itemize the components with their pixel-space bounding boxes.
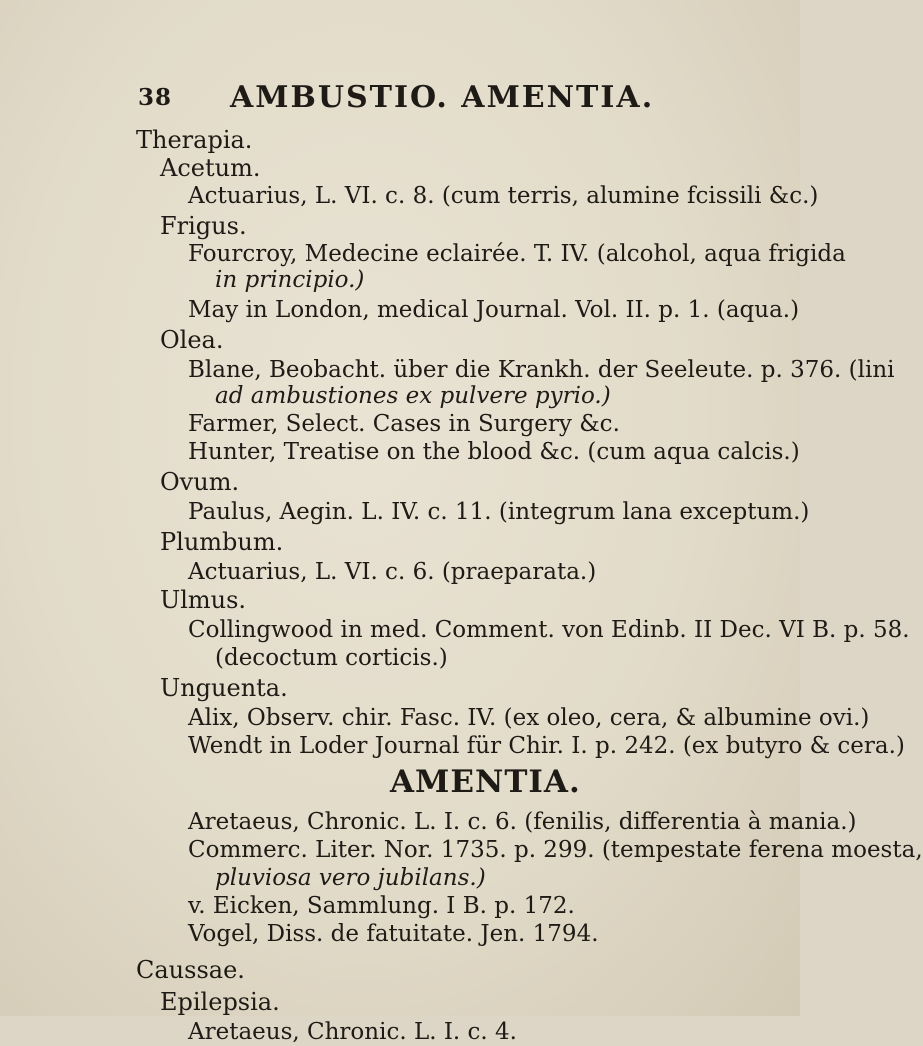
- remedy-heading: Ulmus.: [160, 586, 247, 614]
- citation-line: Vogel, Diss. de fatuitate. Jen. 1794.: [188, 921, 599, 947]
- citation-line: Fourcroy, Medecine eclairée. T. IV. (alcohol, aqua frigida: [188, 241, 846, 267]
- citation-continuation: pluviosa vero jubilans.): [215, 865, 486, 891]
- citation-line: Alix, Observ. chir. Fasc. IV. (ex oleo, cera, & albumine ovi.): [188, 705, 870, 731]
- remedy-heading: Olea.: [160, 326, 224, 354]
- section-heading-amentia: AMENTIA.: [390, 764, 581, 800]
- citation-line: Collingwood in med. Comment. von Edinb. II Dec. VI B. p. 58.: [188, 617, 910, 643]
- citation-line: Hunter, Treatise on the blood &c. (cum aqua calcis.): [188, 439, 800, 465]
- citation-line: Aretaeus, Chronic. L. I. c. 4.: [188, 1019, 517, 1045]
- citation-line: Farmer, Select. Cases in Surgery &c.: [188, 411, 620, 437]
- remedy-heading: Frigus.: [160, 212, 247, 240]
- citation-line: v. Eicken, Sammlung. I B. p. 172.: [188, 893, 575, 919]
- citation-line: Paulus, Aegin. L. IV. c. 11. (integrum lana exceptum.): [188, 499, 810, 525]
- citation-line: Actuarius, L. VI. c. 6. (praeparata.): [188, 559, 597, 585]
- remedy-heading: Unguenta.: [160, 674, 288, 702]
- remedy-heading: Acetum.: [160, 154, 261, 182]
- citation-line: Aretaeus, Chronic. L. I. c. 6. (fenilis, differentia à mania.): [188, 809, 857, 835]
- citation-line: Blane, Beobacht. über die Krankh. der Seeleute. p. 376. (lini: [188, 357, 895, 383]
- section-heading-caussae: Caussae.: [136, 956, 245, 984]
- page-header: [0, 78, 800, 118]
- running-head: AMBUSTIO. AMENTIA.: [230, 80, 655, 115]
- citation-line: Actuarius, L. VI. c. 8. (cum terris, alumine fcissili &c.): [188, 183, 819, 209]
- citation-continuation: ad ambustiones ex pulvere pyrio.): [215, 383, 611, 409]
- page-number: 38: [138, 84, 173, 111]
- citation-continuation: (decoctum corticis.): [215, 645, 448, 671]
- section-heading-therapia: Therapia.: [136, 126, 253, 154]
- remedy-heading: Ovum.: [160, 468, 240, 496]
- citation-line: Wendt in Loder Journal für Chir. I. p. 242. (ex butyro & cera.): [188, 733, 905, 759]
- citation-continuation: in principio.): [215, 267, 365, 293]
- citation-line: May in London, medical Journal. Vol. II. p. 1. (aqua.): [188, 297, 800, 323]
- remedy-heading: Plumbum.: [160, 528, 284, 556]
- citation-line: Commerc. Liter. Nor. 1735. p. 299. (tempestate ferena moesta,: [188, 837, 923, 863]
- cause-heading: Epilepsia.: [160, 988, 280, 1016]
